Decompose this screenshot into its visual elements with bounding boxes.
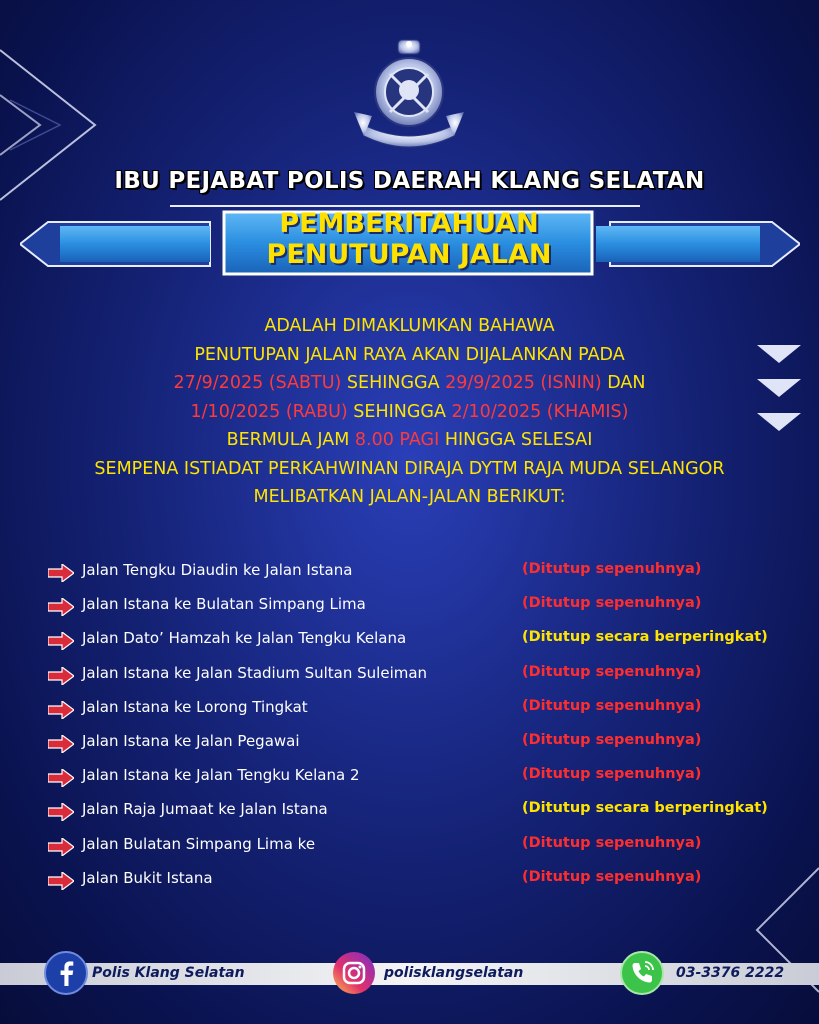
road-status: (Ditutup sepenuhnya)	[522, 595, 702, 612]
road-row	[48, 835, 798, 869]
date-end-1: 29/9/2025 (ISNIN)	[445, 373, 602, 393]
instagram-icon[interactable]	[332, 951, 376, 995]
road-status: (Ditutup sepenuhnya)	[522, 731, 702, 748]
notice-connector: DAN	[601, 373, 646, 393]
road-name: Jalan Bulatan Simpang Lima ke	[82, 834, 316, 853]
phone-number[interactable]: 03-3376 2222	[676, 965, 785, 981]
road-row	[48, 869, 798, 903]
notice-connector: SEHINGGA	[347, 401, 452, 422]
arrow-right-icon	[48, 769, 74, 787]
road-row	[48, 664, 798, 698]
police-crest-icon	[350, 38, 468, 150]
arrow-right-icon	[48, 632, 74, 650]
road-closure-list	[48, 561, 798, 903]
road-name: Jalan Raja Jumaat ke Jalan Istana	[82, 800, 328, 819]
road-name: Jalan Istana ke Jalan Pegawai	[82, 731, 300, 750]
notice-line-5	[0, 426, 819, 455]
road-row	[48, 766, 798, 800]
notice-line-3	[0, 369, 819, 398]
notice-connector: BERMULA JAM	[226, 430, 355, 450]
notice-connector: SEHINGGA	[341, 373, 446, 393]
arrow-right-icon	[48, 564, 74, 582]
road-row	[48, 561, 798, 595]
notice-line-1: ADALAH DIMAKLUMKAN BAHAWA	[264, 316, 555, 336]
notice-line-4	[0, 398, 819, 427]
facebook-handle[interactable]: Polis Klang Selatan	[92, 965, 245, 981]
road-status: (Ditutup secara berperingkat)	[522, 800, 768, 817]
date-start-2: 1/10/2025 (RABU)	[190, 401, 348, 422]
road-name: Jalan Istana ke Bulatan Simpang Lima	[82, 595, 366, 614]
road-status: (Ditutup sepenuhnya)	[522, 697, 702, 714]
road-name: Jalan Tengku Diaudin ke Jalan Istana	[82, 561, 353, 579]
road-name: Jalan Bukit Istana	[82, 868, 213, 887]
notice-connector: HINGGA SELESAI	[439, 430, 593, 450]
road-row	[48, 800, 798, 834]
notice-line-7: MELIBATKAN JALAN-JALAN BERIKUT:	[253, 487, 566, 507]
road-status: (Ditutup sepenuhnya)	[522, 766, 702, 783]
road-status: (Ditutup sepenuhnya)	[522, 834, 702, 851]
road-status: (Ditutup secara berperingkat)	[522, 629, 768, 646]
road-name: Jalan Istana ke Jalan Tengku Kelana 2	[82, 766, 360, 785]
notice-line-2: PENUTUPAN JALAN RAYA AKAN DIJALANKAN PADA	[194, 344, 625, 365]
road-status: (Ditutup sepenuhnya)	[522, 663, 702, 680]
notice-line-6: SEMPENA ISTIADAT PERKAHWINAN DIRAJA DYTM RAJA MUDA SELANGOR	[94, 458, 725, 479]
banner-title	[230, 208, 588, 270]
office-title: IBU PEJABAT POLIS DAERAH KLANG SELATAN	[114, 168, 705, 194]
arrow-right-icon	[48, 598, 74, 616]
arrow-right-icon	[48, 838, 74, 856]
arrow-right-icon	[48, 701, 74, 719]
banner-line-1: PEMBERITAHUAN	[279, 208, 539, 239]
road-name: Jalan Istana ke Lorong Tingkat	[82, 697, 308, 716]
date-start-1: 27/9/2025 (SABTU)	[173, 373, 342, 393]
banner-line-2: PENUTUPAN JALAN	[266, 239, 552, 270]
date-end-2: 2/10/2025 (KHAMIS)	[451, 401, 629, 422]
road-status: (Ditutup sepenuhnya)	[522, 561, 702, 577]
instagram-handle[interactable]: polisklangselatan	[384, 965, 524, 981]
road-row	[48, 629, 798, 663]
facebook-icon[interactable]	[44, 951, 88, 995]
start-time: 8.00 PAGI	[354, 430, 440, 450]
road-row	[48, 698, 798, 732]
notice-paragraph	[0, 312, 819, 512]
road-name: Jalan Dato’ Hamzah ke Jalan Tengku Kelana	[82, 629, 407, 648]
triangle-down-icon	[757, 345, 801, 435]
road-row	[48, 732, 798, 766]
arrow-right-icon	[48, 872, 74, 890]
phone-icon[interactable]	[620, 951, 664, 995]
road-name: Jalan Istana ke Jalan Stadium Sultan Suleiman	[82, 663, 428, 682]
arrow-right-icon	[48, 667, 74, 685]
arrow-right-icon	[48, 803, 74, 821]
road-row	[48, 595, 798, 629]
road-status: (Ditutup sepenuhnya)	[522, 868, 702, 885]
arrow-right-icon	[48, 735, 74, 753]
